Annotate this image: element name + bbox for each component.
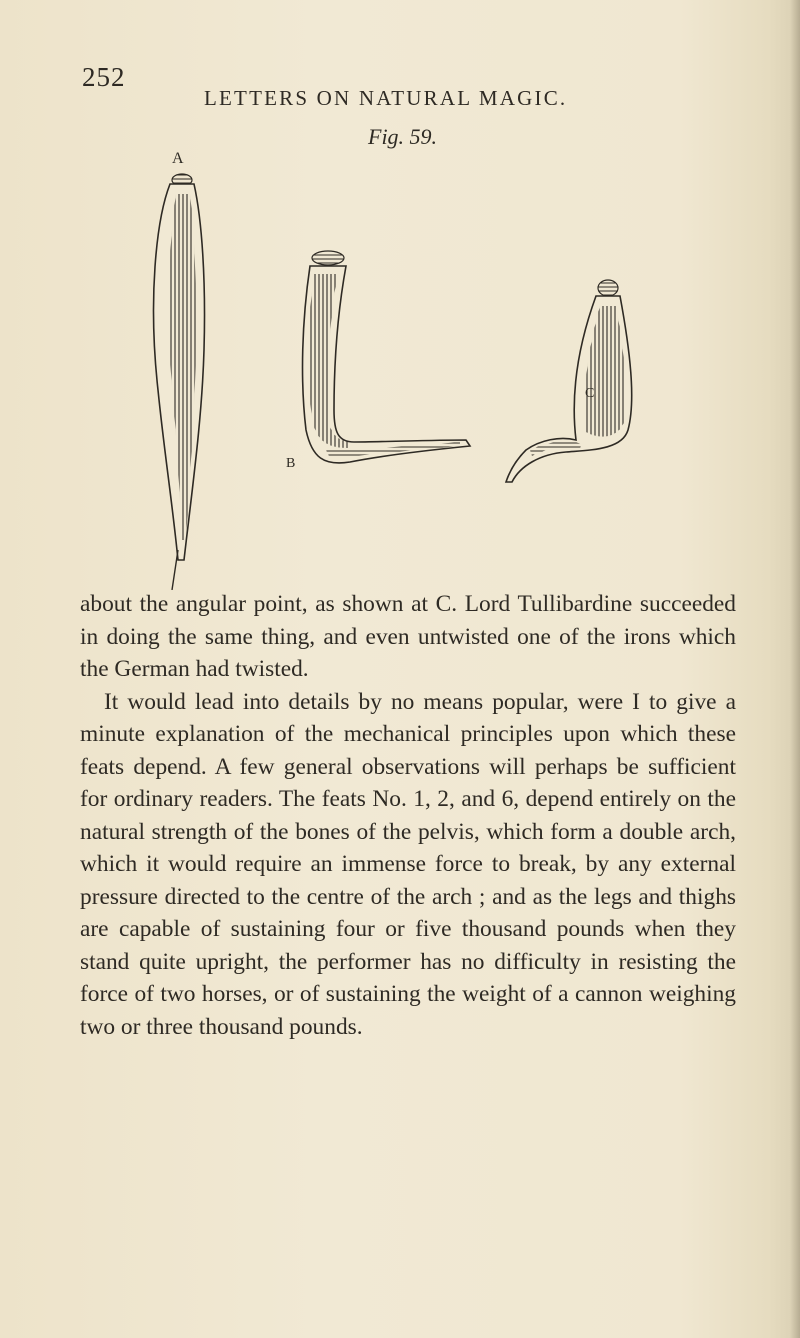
iron-b	[303, 251, 470, 463]
paragraph-1: about the angular point, as shown at C. Lord Tullibardine succeeded in doing the same thing, and even untwisted one of the irons which the German had twisted.	[80, 591, 736, 682]
page-edge-shadow	[790, 0, 800, 1338]
figure-label-c: C	[585, 386, 595, 401]
body-text	[80, 588, 736, 1043]
iron-c	[506, 280, 632, 482]
paragraph-2: It would lead into details by no means popular, were I to give a minute explanation of the mechanical principles upon which these feats depend. A few general observations will perhaps be sufficient for ordinary readers. The feats No. 1, 2, and 6, depend entirely on the natural strength of the bones of the pelvis, which form a double arch, which it would require an immense force to break, by any external pressure directed to the centre of the arch ; and as the legs and thighs are capable of sustaining four or five thousand pounds when they stand quite upright, the performer has no difficulty in resisting the force of two horses, or of sustaining the weight of a cannon weighing two or three thousand pounds.	[80, 688, 736, 1040]
figure-59-illustration	[130, 150, 670, 590]
iron-a	[154, 174, 205, 590]
running-head: LETTERS ON NATURAL MAGIC.	[204, 86, 568, 110]
figure-caption: Fig. 59.	[368, 124, 438, 149]
figure-label-b: B	[286, 456, 296, 471]
page-number: 252	[82, 62, 126, 92]
figure-label-a: A	[172, 150, 184, 167]
